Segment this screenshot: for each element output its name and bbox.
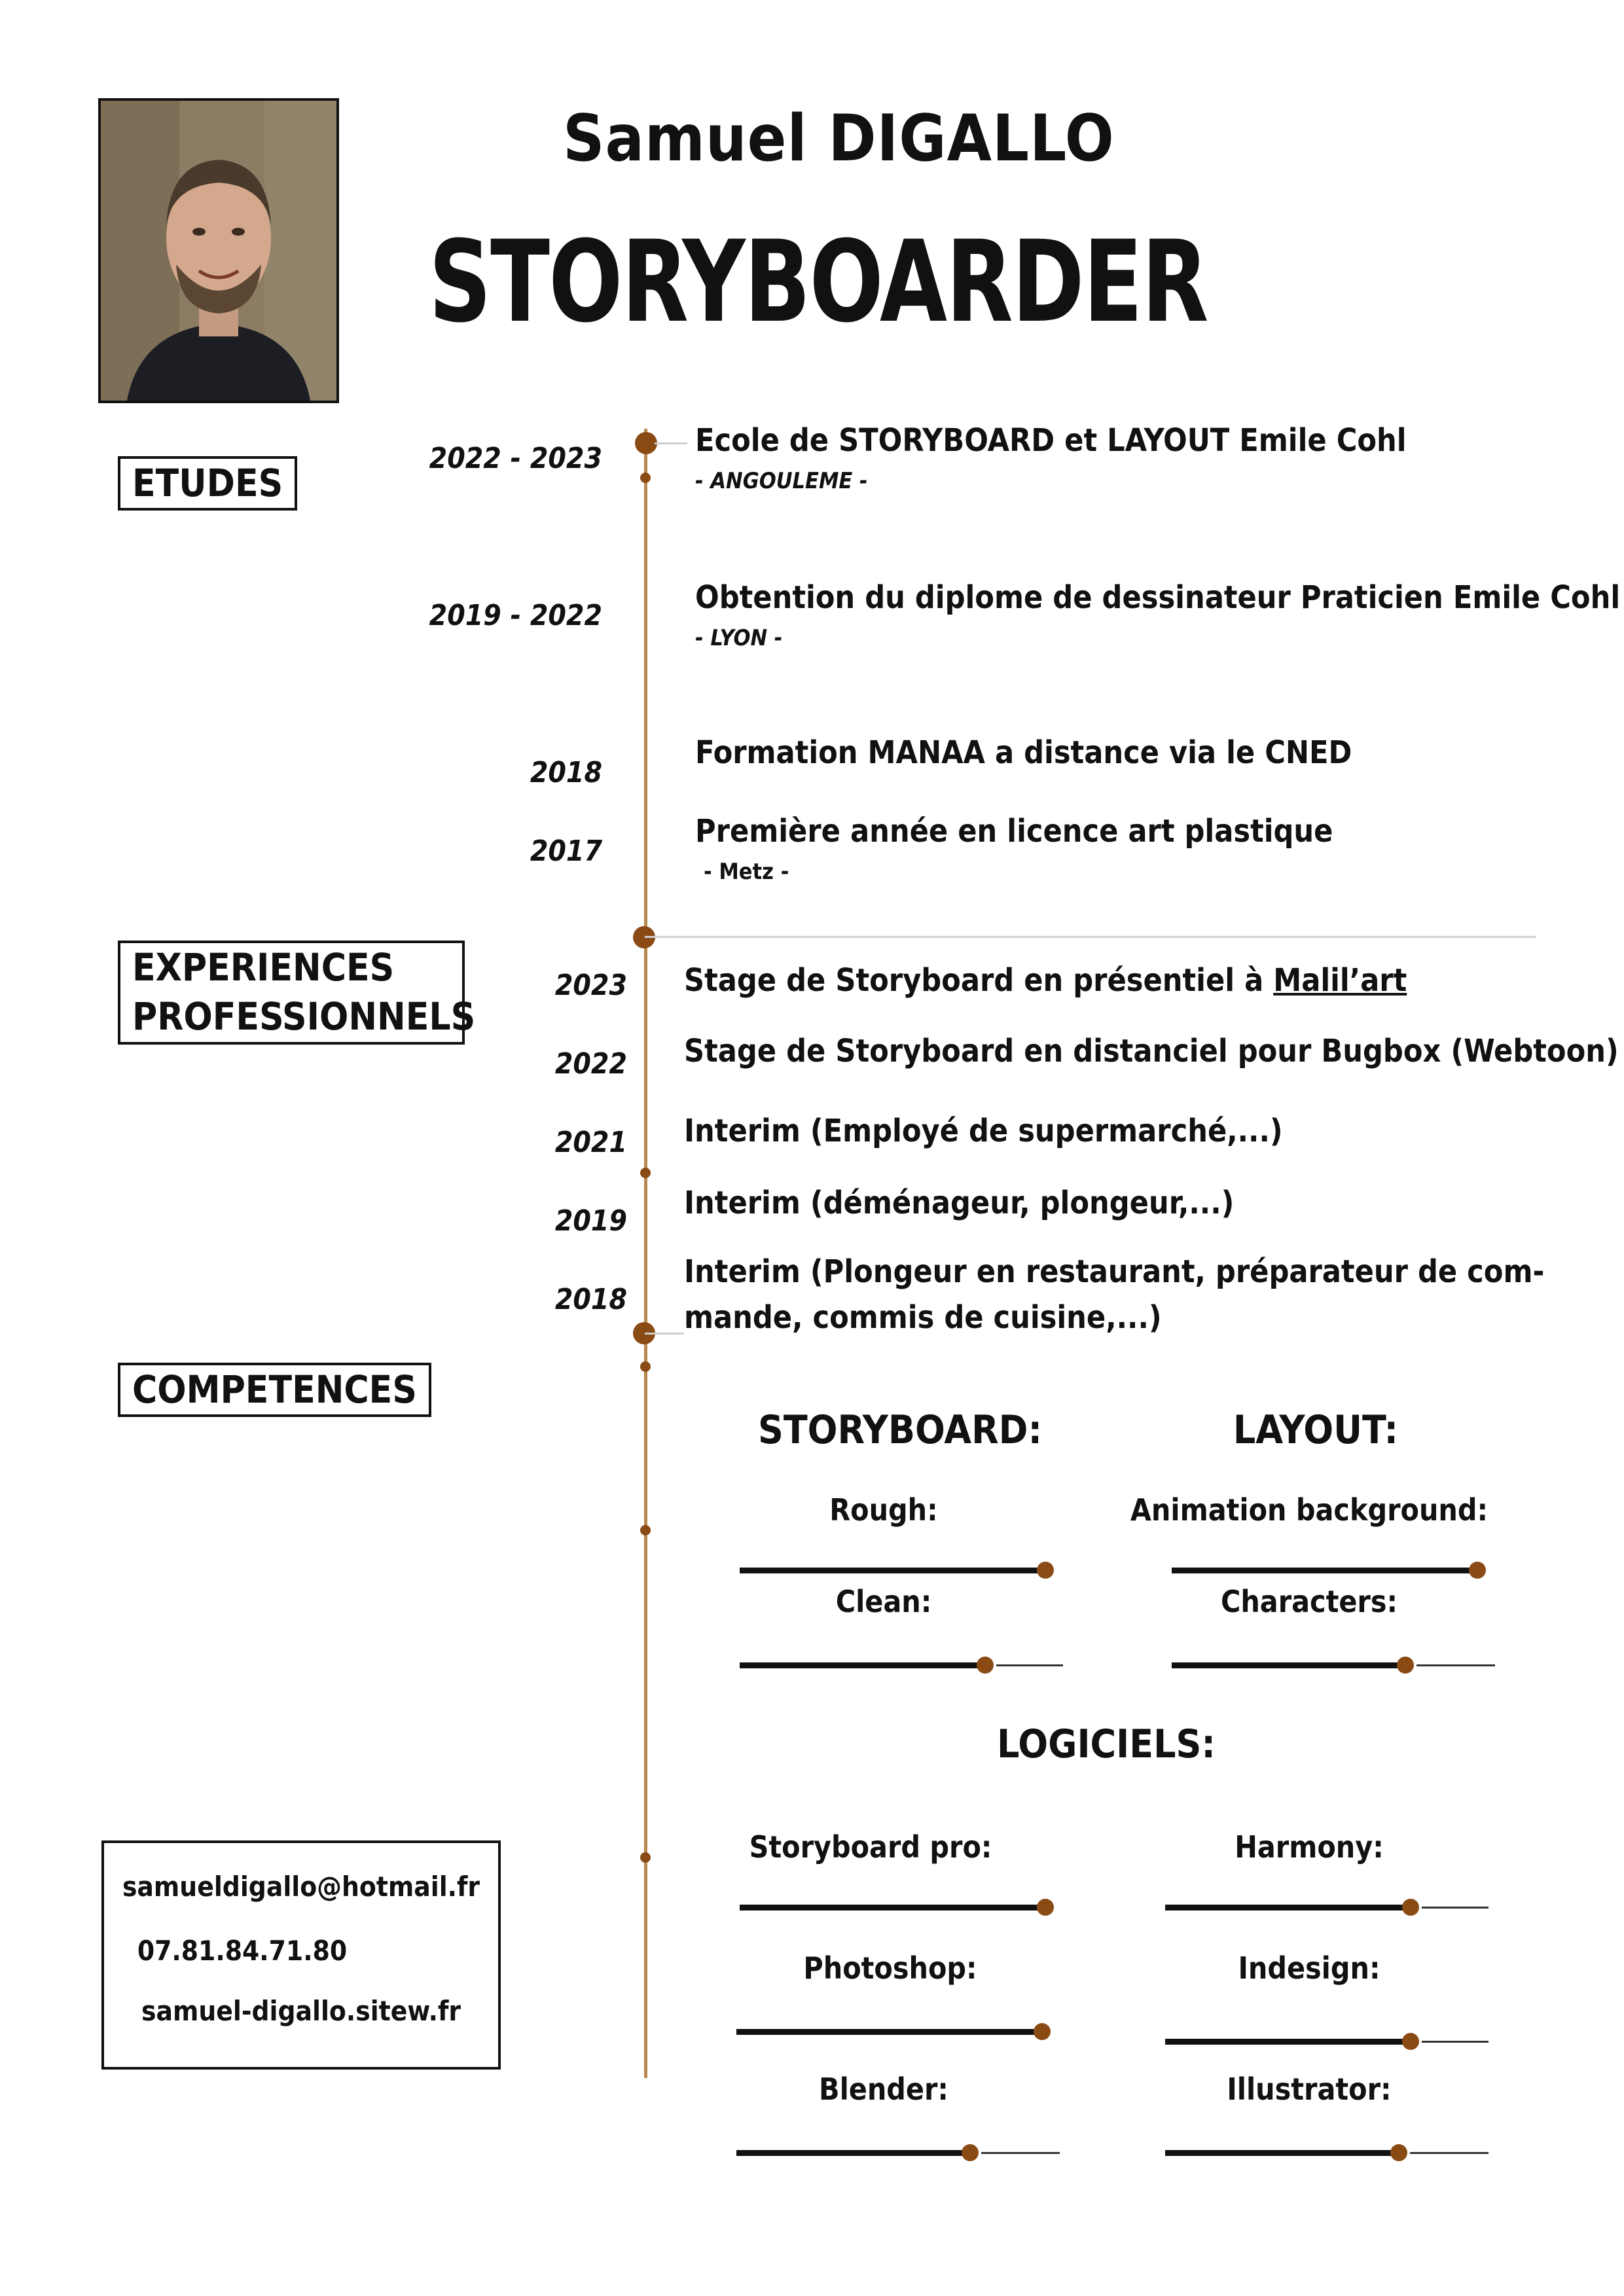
skill-level-bar	[740, 1568, 1041, 1573]
timeline-connector	[655, 442, 687, 444]
contact-website[interactable]: samuel-digallo.sitew.fr	[141, 1995, 461, 2027]
contact-email[interactable]: samueldigallo@hotmail.fr	[122, 1871, 480, 1903]
profile-photo	[98, 98, 339, 403]
skill-level-marker	[1469, 1562, 1486, 1579]
etudes-place: - Metz -	[704, 859, 789, 885]
experience-text: Stage de Storyboard en présentiel à Malil’art	[684, 962, 1407, 999]
skill-label: Clean:	[835, 1584, 932, 1619]
skill-level-bar	[740, 1662, 981, 1668]
layout-heading: LAYOUT:	[1233, 1407, 1399, 1453]
skill-level-bar	[1165, 2039, 1406, 2045]
skill-level-marker	[1397, 1657, 1414, 1674]
skill-label: Storyboard pro:	[749, 1829, 992, 1865]
skill-level-bar	[736, 2150, 965, 2156]
storyboard-heading: STORYBOARD:	[757, 1407, 1043, 1453]
skill-level-remaining	[1410, 2152, 1489, 2154]
malilart-link[interactable]: Malil’art	[1273, 962, 1407, 999]
skill-level-marker	[1390, 2144, 1407, 2161]
timeline-dot	[640, 473, 651, 483]
experience-text: Interim (Employé de supermarché,...)	[684, 1113, 1283, 1149]
skill-level-marker	[1402, 2033, 1419, 2050]
skill-level-bar	[1165, 2150, 1394, 2156]
experience-year: 2022	[554, 1047, 627, 1081]
skill-level-bar	[1165, 1905, 1406, 1910]
skill-level-marker	[1034, 2023, 1051, 2040]
etudes-year: 2019 - 2022	[429, 599, 602, 632]
section-etudes: ETUDES	[118, 456, 297, 511]
etudes-title: Ecole de STORYBOARD et LAYOUT Emile Cohl	[695, 422, 1407, 459]
etudes-title: Première année en licence art plastique	[695, 813, 1333, 850]
experience-text: mande, commis de cuisine,...)	[684, 1299, 1162, 1336]
skill-label: Indesign:	[1238, 1950, 1380, 1986]
timeline-dot	[640, 1525, 651, 1535]
skill-level-remaining	[981, 2152, 1060, 2154]
logiciels-heading: LOGICIELS:	[997, 1721, 1216, 1767]
timeline-line	[644, 429, 647, 2078]
etudes-title: Formation MANAA a distance via le CNED	[695, 734, 1352, 771]
job-title: STORYBOARDER	[429, 216, 1208, 348]
contact-phone: 07.81.84.71.80	[137, 1935, 348, 1967]
etudes-title: Obtention du diplome de dessinateur Praticien Emile Cohl	[695, 579, 1621, 616]
skill-level-remaining	[1422, 1907, 1489, 1909]
portrait-image	[101, 101, 336, 401]
skill-level-bar	[736, 2029, 1038, 2035]
timeline-dot	[635, 432, 657, 454]
skill-level-marker	[1402, 1899, 1419, 1916]
skill-level-remaining	[996, 1664, 1063, 1666]
skill-level-marker	[977, 1657, 994, 1674]
skill-label: Rough:	[829, 1492, 938, 1528]
skill-label: Illustrator:	[1227, 2072, 1392, 2107]
etudes-year: 2017	[530, 834, 602, 868]
skill-label: Harmony:	[1235, 1829, 1384, 1865]
timeline-dot	[640, 1852, 651, 1863]
skill-label: Characters:	[1220, 1584, 1398, 1619]
person-name: Samuel DIGALLO	[563, 101, 1115, 176]
section-divider	[645, 936, 1536, 938]
skill-label: Blender:	[819, 2072, 948, 2107]
etudes-place: - LYON -	[695, 625, 783, 651]
section-experiences	[118, 941, 476, 1045]
section-competences: COMPETENCES	[118, 1363, 431, 1417]
skill-level-bar	[740, 1905, 1041, 1910]
skill-level-marker	[1037, 1562, 1054, 1579]
skill-level-marker	[1037, 1899, 1054, 1916]
skill-level-remaining	[1416, 1664, 1495, 1666]
skill-level-marker	[962, 2144, 979, 2161]
etudes-place: - ANGOULEME -	[695, 468, 868, 494]
experience-year: 2021	[554, 1126, 627, 1159]
section-experiences-line2: PROFESSIONNELS	[132, 994, 476, 1039]
skill-label: Photoshop:	[803, 1950, 977, 1986]
experience-text: Interim (Plongeur en restaurant, préparateur de com-	[684, 1253, 1545, 1290]
contact-box	[101, 1840, 501, 2070]
experience-year: 2023	[554, 969, 627, 1002]
experience-text: Stage de Storyboard en distanciel pour Bugbox (Webtoon)	[684, 1033, 1619, 1069]
experience-year: 2018	[554, 1283, 627, 1316]
etudes-year: 2022 - 2023	[429, 442, 602, 475]
timeline-connector	[645, 1333, 684, 1335]
skill-level-bar	[1172, 1662, 1401, 1668]
section-experiences-line1: EXPERIENCES	[132, 945, 395, 990]
experience-text: Interim (déménageur, plongeur,...)	[684, 1185, 1235, 1221]
experience-year: 2019	[554, 1204, 627, 1238]
timeline-dot	[640, 1168, 651, 1178]
timeline-dot	[640, 1361, 651, 1372]
skill-level-remaining	[1422, 2041, 1489, 2043]
skill-label: Animation background:	[1130, 1492, 1489, 1528]
skill-level-bar	[1172, 1568, 1473, 1573]
etudes-year: 2018	[530, 756, 602, 789]
